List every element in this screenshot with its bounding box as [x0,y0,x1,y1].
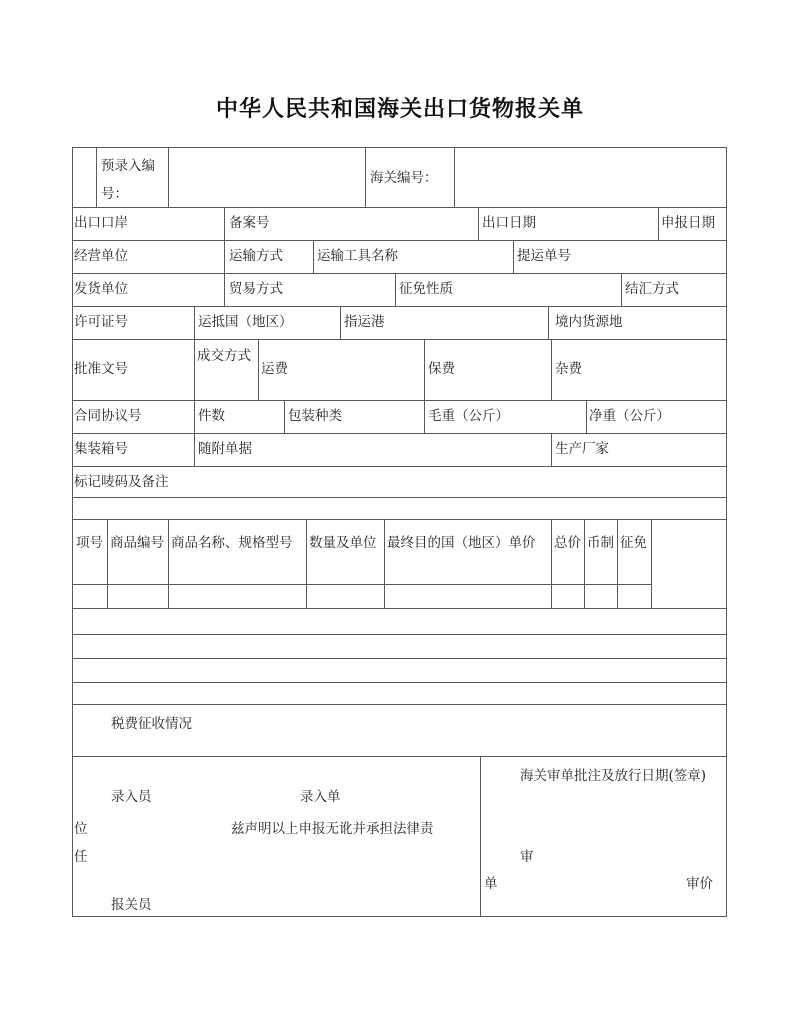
row-divider [72,433,726,434]
row-divider [72,240,726,241]
approval-no-label: 批准文号 [74,361,128,377]
goods-header-bottom [72,584,652,585]
transaction-mode-label: 成交方式 [197,348,251,364]
col-divider [586,400,587,433]
exemption-nature-label: 征免性质 [399,281,453,297]
goods-header-exemption: 征免 [620,535,647,551]
entry-clerk-label: 录入员 [111,789,152,805]
net-weight-label: 净重（公斤） [589,408,670,424]
col-divider [258,339,259,400]
export-date-label: 出口日期 [482,215,536,231]
col-divider [365,147,366,207]
row-divider [72,682,726,683]
goods-col-divider [617,519,618,608]
insurance-label: 保费 [428,361,455,377]
row-divider [72,497,726,498]
col-divider [424,339,425,400]
goods-col-divider [584,519,585,608]
entry-unit-suffix-label: 位 [74,821,88,837]
goods-header-commodity-code: 商品编号 [110,535,164,551]
col-divider [340,306,341,339]
goods-header-qty-unit: 数量及单位 [309,535,377,551]
goods-col-divider [651,519,652,608]
entry-unit-label: 录入单 [300,789,341,805]
liability-suffix-label: 任 [74,849,88,865]
goods-col-divider [107,519,108,608]
col-divider [194,306,195,339]
tax-collection-label: 税费征收情况 [111,716,192,732]
frame-left [72,147,73,917]
declare-date-label: 申报日期 [661,215,715,231]
row-divider [72,634,726,635]
col-divider [96,147,97,207]
freight-label: 运费 [261,361,288,377]
goods-col-divider [384,519,385,608]
bill-of-lading-label: 提运单号 [517,248,571,264]
row-divider [72,519,726,520]
goods-col-divider [551,519,552,608]
frame-right [726,147,727,917]
col-divider [548,306,549,339]
row-divider [72,466,726,467]
row-divider [72,756,726,757]
goods-col-divider [168,519,169,608]
row-divider [72,339,726,340]
row-divider [72,704,726,705]
col-divider [224,240,225,273]
gross-weight-label: 毛重（公斤） [428,408,509,424]
col-divider [395,273,396,306]
col-divider [313,240,314,273]
container-no-label: 集装箱号 [74,441,128,457]
col-divider [194,433,195,466]
col-divider [551,339,552,400]
goods-header-total: 总价 [554,535,581,551]
goods-col-divider [306,519,307,608]
form-title: 中华人民共和国海关出口货物报关单 [215,97,584,122]
destination-country-label: 运抵国（地区） [198,314,293,330]
col-divider [621,273,622,306]
row-divider [72,273,726,274]
row-divider [72,658,726,659]
misc-fees-label: 杂费 [555,361,582,377]
col-divider [454,147,455,207]
declaration-statement: 兹声明以上申报无讹并承担法律责 [231,821,434,837]
settlement-mode-label: 结汇方式 [625,281,679,297]
col-divider [168,147,169,207]
attached-docs-label: 随附单据 [198,441,252,457]
col-divider [224,273,225,306]
review-label: 审 [520,849,534,865]
trade-mode-label: 贸易方式 [229,281,283,297]
col-divider [194,400,195,433]
goods-header-dest-price: 最终目的国（地区）单价 [387,535,536,551]
transport-mode-label: 运输方式 [229,248,283,264]
customs-review-label: 海关审单批注及放行日期(签章) [520,768,707,784]
goods-header-currency: 币制 [587,535,614,551]
package-type-label: 包装种类 [288,408,342,424]
col-divider [658,207,659,240]
review-doc-label: 单 [484,876,498,892]
conveyance-name-label: 运输工具名称 [317,248,398,264]
contract-no-label: 合同协议号 [74,408,142,424]
license-no-label: 许可证号 [74,314,128,330]
customs-no-label: 海关编号： [370,170,438,186]
frame-top [72,147,726,148]
row-divider [72,608,726,609]
business-unit-label: 经营单位 [74,248,128,264]
col-divider [194,339,195,400]
col-divider [551,433,552,466]
marks-remarks-label: 标记唛码及备注 [74,474,169,490]
domestic-source-label: 境内货源地 [555,314,623,330]
row-divider [72,207,726,208]
export-port-label: 出口口岸 [74,215,128,231]
frame-bottom [72,916,726,917]
row-divider [72,400,726,401]
col-divider [284,400,285,433]
col-divider [224,207,225,240]
footer-col-divider [480,756,481,916]
price-review-label: 审价 [686,876,713,892]
record-no-label: 备案号 [229,215,270,231]
row-divider [72,306,726,307]
goods-header-item-no: 项号 [76,535,103,551]
destination-port-label: 指运港 [344,314,385,330]
manufacturer-label: 生产厂家 [555,441,609,457]
col-divider [424,400,425,433]
shipper-label: 发货单位 [74,281,128,297]
goods-header-name-spec: 商品名称、规格型号 [171,535,293,551]
col-divider [513,240,514,273]
col-divider [478,207,479,240]
declarant-label: 报关员 [111,897,152,913]
package-count-label: 件数 [198,408,225,424]
pre-entry-no-label: 预录入编号： [101,158,155,202]
